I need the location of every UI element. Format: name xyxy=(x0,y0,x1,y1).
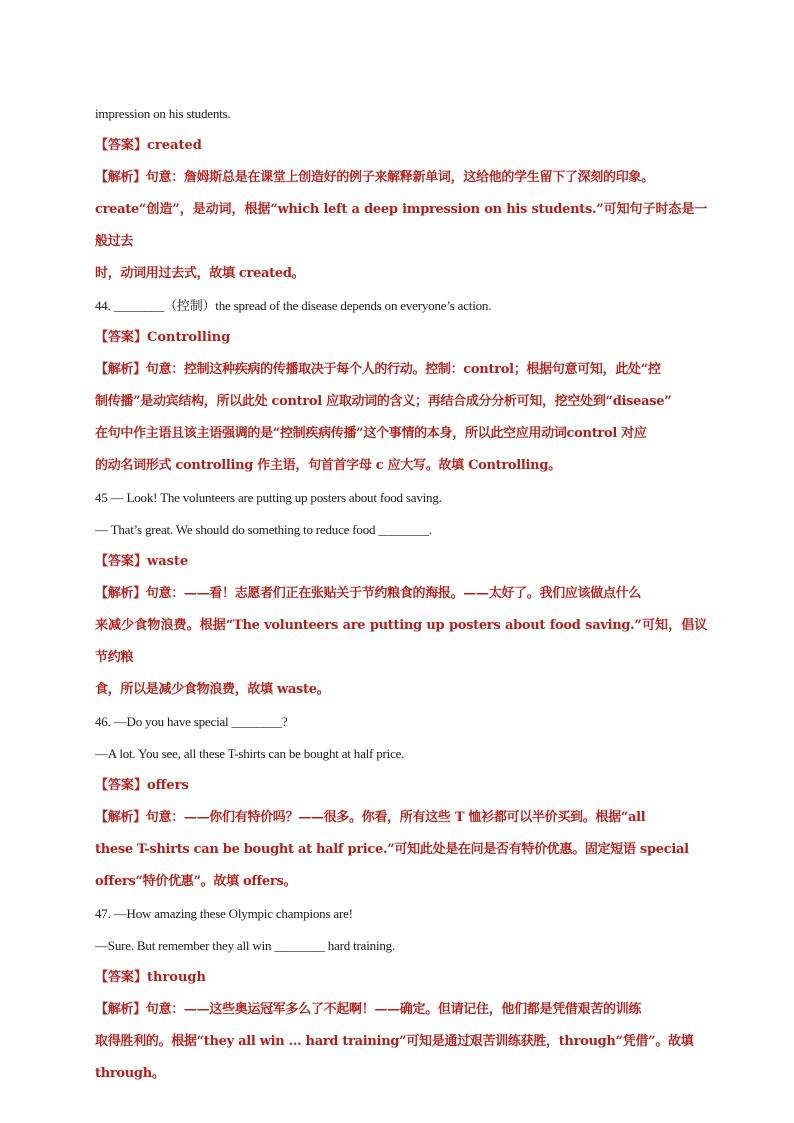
analysis-line: 的动名词形式 controlling 作主语，句首首字母 c 应大写。故填 Controlling。 xyxy=(95,458,561,473)
analysis-line: 【解析】句意：——你们有特价吗？——很多。你看，所有这些 T 恤衫都可以半价买到。根据“all xyxy=(95,810,646,825)
analysis-line: 在句中作主语且该主语强调的是“控制疾病传播”这个事情的本身，所以此空应用动词control 对应 xyxy=(95,426,647,441)
analysis-line: 制传播”是动宾结构，所以此处 control 应取动词的含义；再结合成分分析可知，挖空处到“disease” xyxy=(95,394,672,409)
question-text: 47. —How amazing these Olympic champions are! xyxy=(95,906,353,921)
question-text: impression on his students. xyxy=(95,106,231,121)
analysis-line: 食，所以是减少食物浪费，故填 waste。 xyxy=(95,682,330,697)
answer-line: 【答案】offers xyxy=(95,778,189,793)
answer-line: 【答案】Controlling xyxy=(95,330,231,345)
answer-line: 【答案】through xyxy=(95,970,206,985)
document-page xyxy=(95,98,707,1090)
analysis-line: 来减少食物浪费。根据“The volunteers are putting up posters about food saving.”可知，倡议节约粮 xyxy=(95,618,708,665)
question-text: 45 — Look! The volunteers are putting up posters about food saving. xyxy=(95,490,442,505)
analysis-line: 【解析】句意：——看！志愿者们正在张贴关于节约粮食的海报。——太好了。我们应该做点什么 xyxy=(95,586,642,601)
analysis-line: 时，动词用过去式，故填 created。 xyxy=(95,266,305,281)
question-text: — That’s great. We should do something to reduce food ________. xyxy=(95,522,432,537)
answer-line: 【答案】created xyxy=(95,138,202,153)
question-text: 46. —Do you have special ________? xyxy=(95,714,288,729)
analysis-line: through。 xyxy=(95,1066,165,1081)
analysis-line: 【解析】句意：——这些奥运冠军多么了不起啊！——确定。但请记住，他们都是凭借艰苦的训练 xyxy=(95,1002,642,1017)
question-text: —A lot. You see, all these T-shirts can be bought at half price. xyxy=(95,746,405,761)
analysis-line: 【解析】句意：控制这种疾病的传播取决于每个人的行动。控制：control；根据句意可知，此处“控 xyxy=(95,362,661,377)
analysis-line: these T-shirts can be bought at half price.”可知此处是在问是否有特价优惠。固定短语 special xyxy=(95,842,689,857)
analysis-line: offers“特价优惠”。故填 offers。 xyxy=(95,874,297,889)
analysis-line: 取得胜利的。根据“they all win … hard training”可知是通过艰苦训练获胜，through“凭借”。故填 xyxy=(95,1034,694,1049)
answer-line: 【答案】waste xyxy=(95,554,189,569)
question-text: —Sure. But remember they all win ________ hard training. xyxy=(95,938,396,953)
analysis-line: 【解析】句意：詹姆斯总是在课堂上创造好的例子来解释新单词，这给他的学生留下了深刻的印象。 xyxy=(95,170,654,185)
analysis-line: create“创造”，是动词，根据“which left a deep impression on his students.”可知句子时态是一般过去 xyxy=(95,202,707,249)
question-text: 44. ________（控制）the spread of the disease depends on everyone’s action. xyxy=(95,298,492,313)
